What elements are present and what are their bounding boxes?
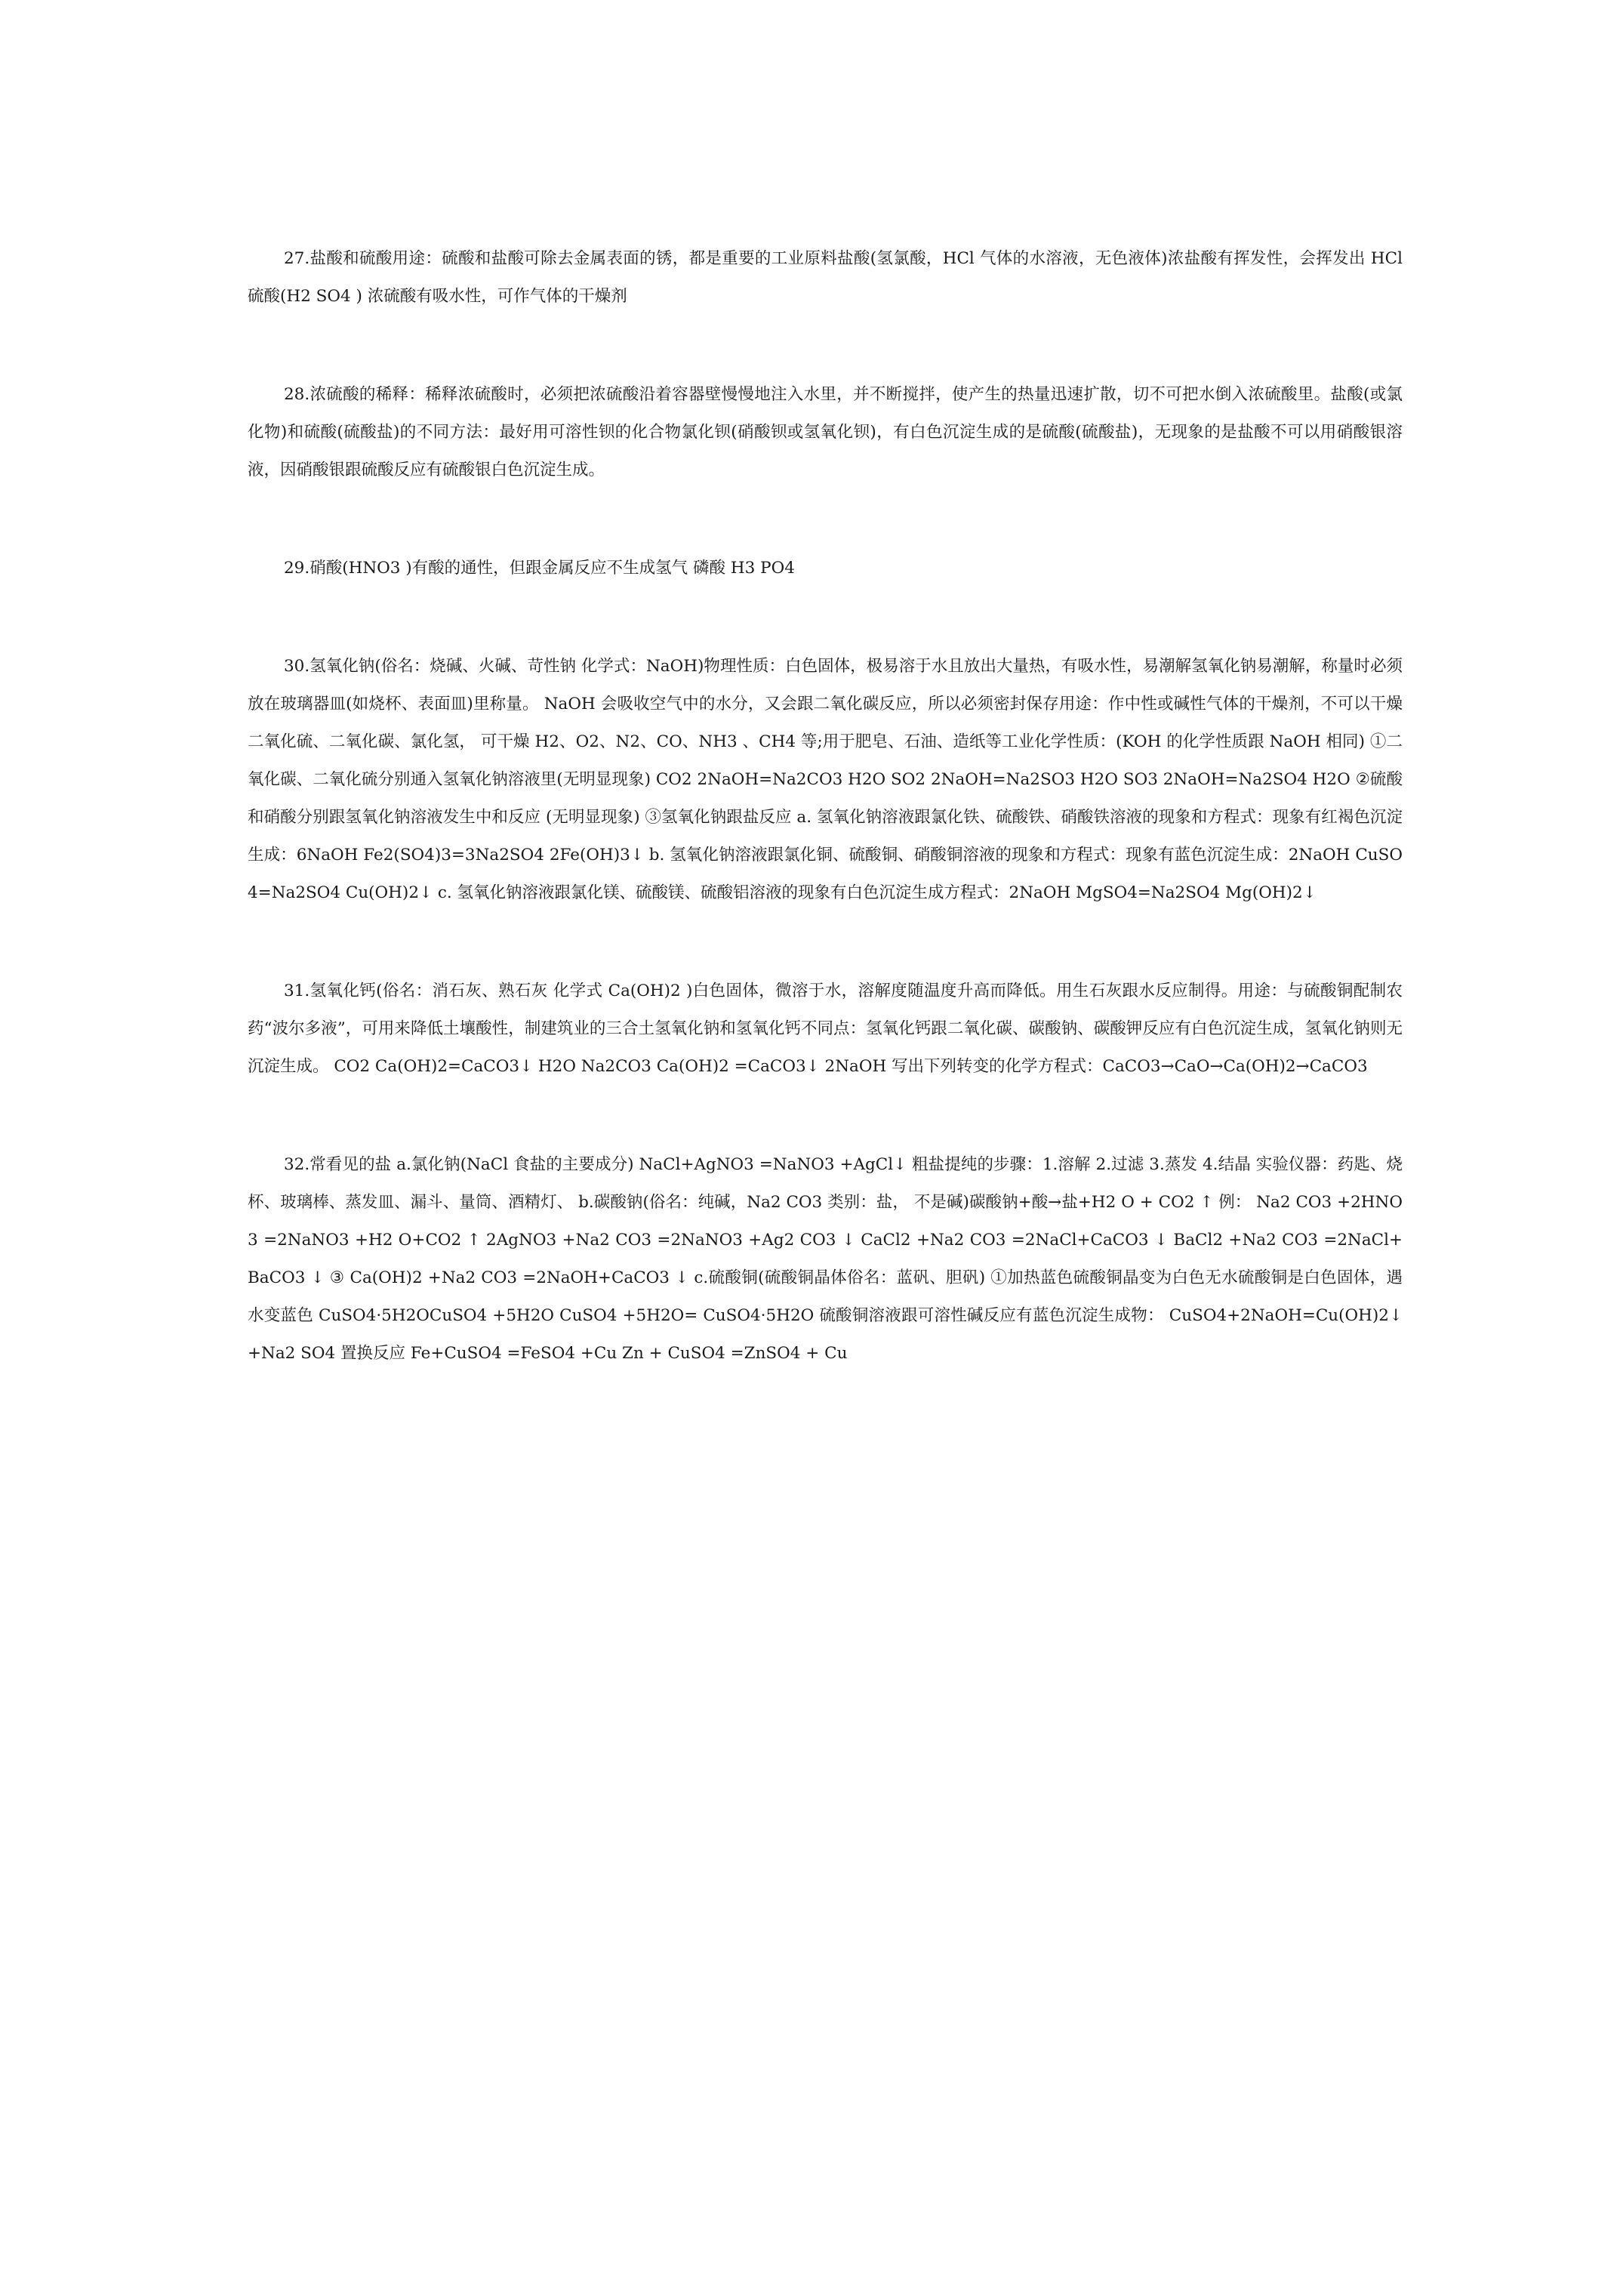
paragraph-32: 32.常看见的盐 a.氯化钠(NaCl 食盐的主要成分) NaCl+AgNO3 =NaNO3 +AgCl↓ 粗盐提纯的步骤：1.溶解 2.过滤 3.蒸发 4.结晶 实验仪器：药匙、烧杯、玻璃棒、蒸发皿、漏斗、量筒、酒精灯、 b.碳酸钠(俗名：纯碱，Na2 CO3 类别：盐， 不是碱)碳酸钠+酸→盐+H2 O + CO2 ↑ 例： Na2 CO3 +2HNO3 =2NaNO3 +H2 O+CO2 ↑ 2AgNO3 +Na2 CO3 =2NaNO3 +Ag2 CO3 ↓ CaCl2 +Na2 CO3 =2NaCl+CaCO3 ↓ BaCl2 +Na2 CO3 =2NaCl+ BaCO3 ↓ ③ Ca(OH)2 +Na2 CO3 =2NaOH+CaCO3 ↓ c.硫酸铜(硫酸铜晶体俗名：蓝矾、胆矾) ①加热蓝色硫酸铜晶变为白色无水硫酸铜是白色固体，遇水变蓝色 CuSO4·5H2OCuSO4 +5H2O CuSO4 +5H2O= CuSO4·5H2O 硫酸铜溶液跟可溶性碱反应有蓝色沉淀生成物： CuSO4+2NaOH=Cu(OH)2↓+Na2 SO4 置换反应 Fe+CuSO4 =FeSO4 +Cu Zn + CuSO4 =ZnSO4 + Cu [248, 1155, 1403, 1363]
paragraph-27: 27.盐酸和硫酸用途：硫酸和盐酸可除去金属表面的锈，都是重要的工业原料盐酸(氢氯酸，HCl 气体的水溶液，无色液体)浓盐酸有挥发性，会挥发出 HCl 硫酸(H2 SO4 ) 浓硫酸有吸水性，可作气体的干燥剂 [248, 249, 1403, 306]
paragraph-28: 28.浓硫酸的稀释：稀释浓硫酸时，必须把浓硫酸沿着容器壁慢慢地注入水里，并不断搅拌，使产生的热量迅速扩散，切不可把水倒入浓硫酸里。盐酸(或氯化物)和硫酸(硫酸盐)的不同方法：最好用可溶性钡的化合物氯化钡(硝酸钡或氢氧化钡)，有白色沉淀生成的是硫酸(硫酸盐)，无现象的是盐酸不可以用硝酸银溶液，因硝酸银跟硫酸反应有硫酸银白色沉淀生成。 [248, 385, 1403, 479]
paragraph-31: 31.氢氧化钙(俗名：消石灰、熟石灰 化学式 Ca(OH)2 )白色固体，微溶于水，溶解度随温度升高而降低。用生石灰跟水反应制得。用途：与硫酸铜配制农药“波尔多液”，可用来降低土壤酸性，制建筑业的三合土氢氧化钠和氢氧化钙不同点：氢氧化钙跟二氧化碳、碳酸钠、碳酸钾反应有白色沉淀生成，氢氧化钠则无沉淀生成。 CO2 Ca(OH)2=CaCO3↓ H2O Na2CO3 Ca(OH)2 =CaCO3↓ 2NaOH 写出下列转变的化学方程式：CaCO3→CaO→Ca(OH)2→CaCO3 [248, 982, 1403, 1076]
paragraph-29: 29.硝酸(HNO3 )有酸的通性，但跟金属反应不生成氢气 磷酸 H3 PO4 [284, 559, 795, 578]
document-body [248, 240, 1403, 1373]
paragraph-30: 30.氢氧化钠(俗名：烧碱、火碱、苛性钠 化学式：NaOH)物理性质：白色固体，极易溶于水且放出大量热，有吸水性，易潮解氢氧化钠易潮解，称量时必须放在玻璃器皿(如烧杯、表面皿)里称量。 NaOH 会吸收空气中的水分，又会跟二氧化碳反应，所以必须密封保存用途：作中性或碱性气体的干燥剂，不可以干燥二氧化硫、二氧化碳、氯化氢， 可干燥 H2、O2、N2、CO、NH3 、CH4 等;用于肥皂、石油、造纸等工业化学性质：(KOH 的化学性质跟 NaOH 相同) ①二氧化碳、二氧化硫分别通入氢氧化钠溶液里(无明显现象) CO2 2NaOH=Na2CO3 H2O SO2 2NaOH=Na2SO3 H2O SO3 2NaOH=Na2SO4 H2O ②硫酸和硝酸分别跟氢氧化钠溶液发生中和反应 (无明显现象) ③氢氧化钠跟盐反应 a. 氢氧化钠溶液跟氯化铁、硫酸铁、硝酸铁溶液的现象和方程式：现象有红褐色沉淀生成：6NaOH Fe2(SO4)3=3Na2SO4 2Fe(OH)3↓ b. 氢氧化钠溶液跟氯化铜、硫酸铜、硝酸铜溶液的现象和方程式：现象有蓝色沉淀生成：2NaOH CuSO4=Na2SO4 Cu(OH)2↓ c. 氢氧化钠溶液跟氯化镁、硫酸镁、硫酸铝溶液的现象有白色沉淀生成方程式：2NaOH MgSO4=Na2SO4 Mg(OH)2↓ [248, 657, 1403, 902]
